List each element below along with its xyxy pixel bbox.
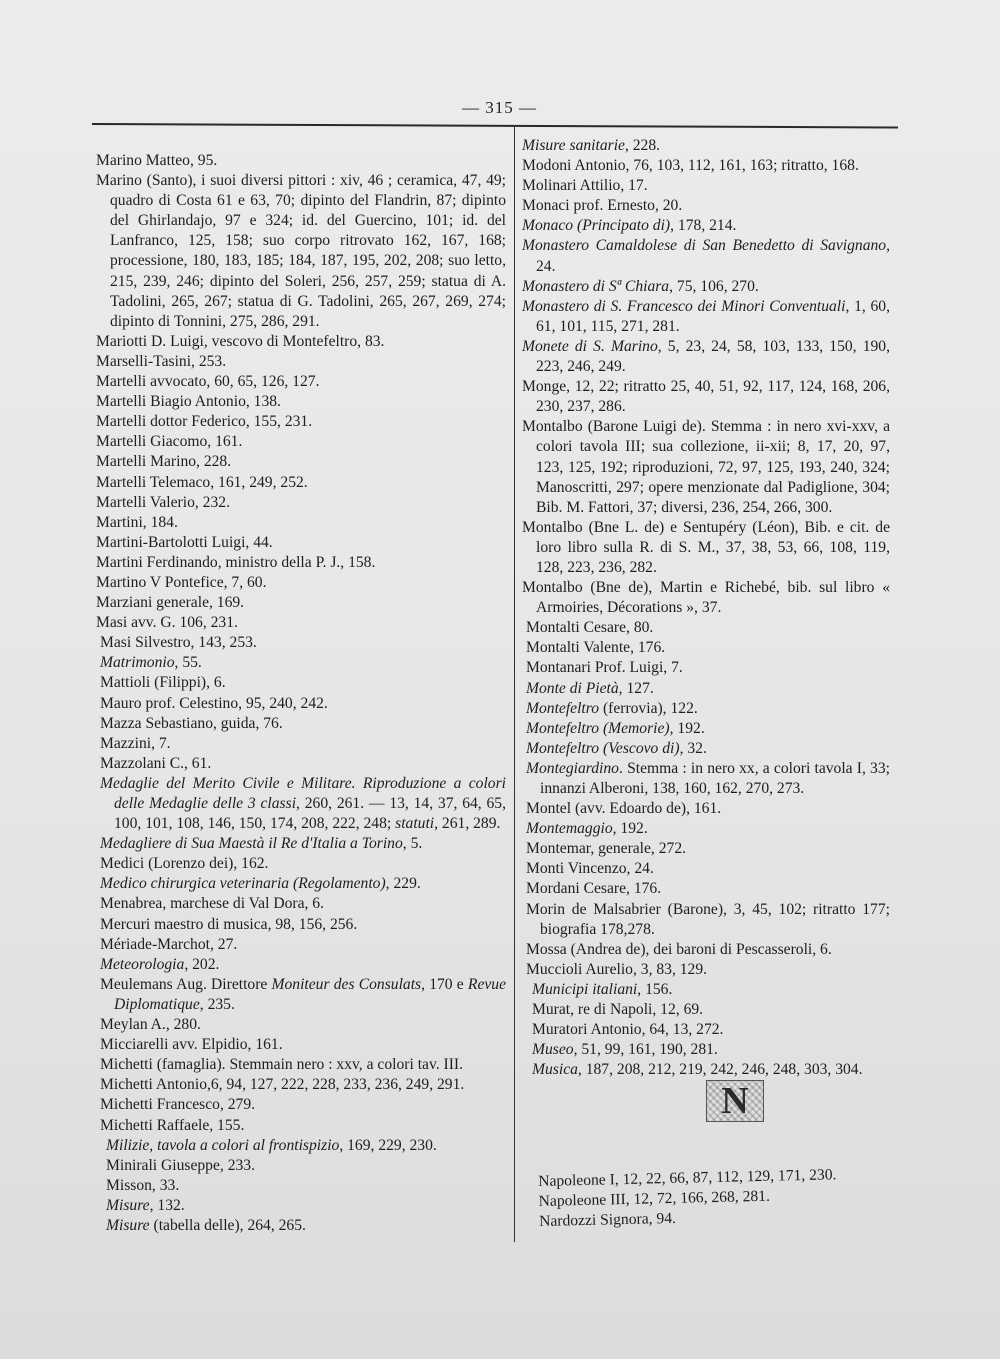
entry-text: , 5. [402,835,423,853]
entry-text: . Stemma : in nero xx, a colori tavola I, 33; innanzi Alberoni, 138, 160, 162, 270, 273. [540,759,890,797]
index-entry [96,593,506,613]
entry-text: Mattioli (Filippi), 6. [100,674,226,692]
index-entry [522,236,890,276]
entry-text: Mossa (Andrea de), dei baroni di Pescasseroli, 6. [526,940,832,958]
entry-text: , 178, 214. [670,217,737,235]
entry-text: Monti Vincenzo, 24. [526,860,654,878]
entry-text: Michetti (famaglia). Stemmain nero : xxv, a colori tav. III. [100,1056,464,1074]
index-entry [100,894,506,914]
index-entry [522,277,890,297]
entry-text: , 235. [199,995,235,1013]
index-entry [100,694,506,714]
entry-title-italic: Monastero Camaldolese di San Benedetto di Savignano [522,237,887,255]
entry-text: Martini-Bartolotti Luigi, 44. [96,533,273,551]
entry-text: Marselli-Tasini, 253. [96,352,227,370]
entry-text: Marino (Santo), i suoi diversi pittori : xiv, 46 ; ceramica, 47, 49; quadro di Costa 61 e 63, 70; dipinto del Flandrin, 87; dipinto del Ghirlandajo, 97 e 324; id. del Guercino, 101; id. del Lanfranco, 125, 158; suo corpo ritrovato 162, 167, 168; processione, 180, 183, 185; 184, 187, 195, 202, 208; suo letto, 215, 239, 246; dipinto del Soleri, 256, 257, 259; statua di A. Tadolini, 265, 267; statua di G. Tadolini, 265, 267, 269, 274; dipinto di Tonnini, 275, 286, 291. [96,172,506,330]
entry-text: Mariotti D. Luigi, vescovo di Montefeltro, 83. [96,332,385,350]
index-entry [100,774,506,834]
entry-text: Michetti Raffaele, 155. [100,1116,245,1134]
entry-text: Michetti Antonio,6, 94, 127, 222, 228, 233, 236, 249, 291. [100,1076,465,1094]
index-entry [532,1020,890,1040]
entry-text: Nardozzi Signora, 94. [538,1210,677,1231]
entry-text: Montalbo (Bne de), Martin e Richebé, bib. sul libro « Armoiries, Décorations », 37. [522,579,890,617]
entry-title-italic: Montefeltro (Vescovo di) [526,739,680,757]
entry-title-italic: Municipi italiani [532,980,638,998]
entry-text: Napoleone III, 12, 72, 166, 268, 281. [538,1187,771,1211]
entry-title-italic: Montefeltro (Memorie) [526,719,670,737]
index-entry [96,553,506,573]
entry-text: Molinari Attilio, 17. [522,177,648,195]
index-entry [100,1095,506,1115]
entry-text: Masi Silvestro, 143, 253. [100,634,257,652]
entry-text: , 32. [679,739,707,757]
entry-title-italic: Monastero di Sª Chiara [522,277,670,295]
index-entry [100,955,506,975]
index-entry [522,216,890,236]
index-entry [100,734,506,754]
entry-text: , 229. [385,875,421,893]
entry-text: Meulemans Aug. Direttore [100,975,272,993]
entry-text: Murat, re di Napoli, 12, 69. [532,1001,704,1019]
entry-title-italic: Medagliere di Sua Maestà il Re d'Italia a Torino [100,835,403,853]
index-entry [100,1075,506,1095]
index-entry [522,518,890,578]
entry-title-italic: Monastero di S. Francesco dei Minori Conventuali [522,297,846,315]
index-entry [526,658,890,678]
entry-text: Monge, 12, 22; ritratto 25, 40, 51, 92, 117, 124, 168, 206, 230, 237, 286. [522,378,890,416]
index-entry [522,337,890,377]
entry-title-italic: Misure [106,1196,150,1214]
index-entry [96,452,506,472]
index-entry [100,935,506,955]
index-entry [106,1156,506,1176]
entry-text: Mercuri maestro di musica, 98, 156, 256. [100,915,358,933]
index-entry [96,352,506,372]
index-entry [526,839,890,859]
entry-text: , 55. [174,654,202,672]
entry-text: Mazzini, 7. [100,734,171,752]
entry-text: Montalbo (Bne L. de) e Sentupéry (Léon), Bib. e cit. de loro libro sulla R. di S. M., 37, 38, 53, 66, 108, 119, 128, 223, 236, 282. [522,518,890,576]
index-entry [96,533,506,553]
entry-title-italic: Moniteur des Consulats [271,975,422,993]
index-entry [96,473,506,493]
entry-text: Monaci prof. Ernesto, 20. [522,197,683,215]
index-entry [100,714,506,734]
index-entry [106,1136,506,1156]
entry-text: Napoleone I, 12, 22, 66, 87, 112, 129, 171, 230. [538,1166,837,1190]
page-number: — 315 — [462,98,537,117]
index-entry [522,136,890,156]
entry-text: Martelli Marino, 228. [96,453,232,471]
index-entry [522,176,890,196]
entry-text: Meylan A., 280. [100,1016,201,1034]
entry-title-italic: Medaglie del Merito Civile e Militare. Riproduzione a colori delle Medaglie delle 3 classi [100,774,506,812]
column-divider [514,126,515,1242]
index-entry [526,940,890,960]
entry-text: , 127. [618,679,654,697]
index-entry [526,900,890,940]
index-entry [96,392,506,412]
entry-text: Martelli Telemaco, 161, 249, 252. [96,473,308,491]
entry-text: , 202. [184,955,220,973]
entry-text: Morin de Malsabrier (Barone), 3, 45, 102; ritratto 177; biografia 178,278. [526,900,890,938]
index-entry [526,679,890,699]
entry-text: (ferrovia), 122. [599,699,698,717]
index-entry [526,799,890,819]
entry-text: , 24. [536,237,890,275]
entry-text: Martelli Biagio Antonio, 138. [96,393,281,411]
entry-text: , 192. [669,719,705,737]
entry-text: Menabrea, marchese di Val Dora, 6. [100,895,324,913]
entry-text: , 75, 106, 270. [669,277,759,295]
index-entry [522,297,890,337]
entry-text: Martino V Pontefice, 7, 60. [96,573,267,591]
entry-title-italic: statuti [395,815,435,833]
entry-text: , 1, 60, 61, 101, 115, 271, 281. [536,297,890,335]
entry-text: Martelli Valerio, 232. [96,493,230,511]
entry-text: Mauro prof. Celestino, 95, 240, 242. [100,694,328,712]
index-entry [526,859,890,879]
entry-text: , 5, 23, 24, 58, 103, 133, 150, 190, 223, 246, 249. [536,337,890,376]
entry-text: , 228. [624,137,661,154]
index-entry [100,1116,506,1136]
index-entry [100,754,506,774]
index-entry [96,332,506,352]
entry-text: Montel (avv. Edoardo de), 161. [526,800,722,818]
index-entry [96,151,506,171]
index-column-right [522,136,890,1080]
index-entry [526,759,890,799]
entry-text: , 51, 99, 161, 190, 281. [573,1041,718,1059]
entry-text: Martelli avvocato, 60, 65, 126, 127. [96,373,320,391]
index-entry [96,493,506,513]
entry-text: , 261, 289. [434,815,501,833]
index-entry [532,1040,890,1060]
index-entry [526,638,890,658]
entry-title-italic: Misure sanitarie [522,137,625,154]
entry-title-italic: Musica [532,1061,578,1079]
entry-text: Martelli Giacomo, 161. [96,433,243,451]
index-entry [526,960,890,980]
entry-text: Mériade-Marchot, 27. [100,935,238,953]
index-entry [526,819,890,839]
entry-text: , 156. [637,980,673,998]
index-entry [532,1000,890,1020]
entry-text: , 260, 261. — 13, 14, 37, 64, 65, 100, 101, 108, 146, 150, 174, 208, 222, 248; [114,795,506,833]
entry-text: Marziani generale, 169. [96,594,245,612]
entry-text: Montalti Cesare, 80. [526,619,654,637]
entry-title-italic: Milizie, tavola a colori al frontispizio [106,1136,340,1154]
entry-text: Montanari Prof. Luigi, 7. [526,659,683,677]
index-entry [526,879,890,899]
entry-title-italic: Montegiardino [526,759,619,777]
entry-text: Medici (Lorenzo dei), 162. [100,855,269,873]
index-entry [96,513,506,533]
entry-text: Montemar, generale, 272. [526,840,687,858]
entry-title-italic: Matrimonio [100,654,175,672]
index-entry [526,618,890,638]
entry-text: Misson, 33. [106,1176,180,1194]
entry-text: (tabella delle), 264, 265. [149,1216,306,1234]
entry-text: Modoni Antonio, 76, 103, 112, 161, 163; ritratto, 168. [522,157,859,175]
entry-text: , 192. [612,820,648,838]
index-entry [100,1055,506,1075]
entry-text: Mordani Cesare, 176. [526,880,662,898]
index-entry [106,1196,506,1216]
index-entry [106,1176,506,1196]
index-entry [106,1216,506,1236]
entry-text: Masi avv. G. 106, 231. [96,614,238,632]
entry-title-italic: Meteorologia [100,955,185,973]
index-entry [100,653,506,673]
index-entry [96,573,506,593]
entry-text: , 170 e [421,975,468,993]
index-entry [100,1015,506,1035]
index-entry [96,372,506,392]
index-entry [526,739,890,759]
index-entry [96,613,506,633]
index-entry [522,578,890,618]
entry-text: , 169, 229, 230. [339,1136,437,1154]
index-entry [100,915,506,935]
entry-title-italic: Misure [106,1216,150,1234]
index-entry [100,975,506,1015]
entry-title-italic: Monaco (Principato di) [522,217,671,235]
index-entry [100,633,506,653]
entry-text: Michetti Francesco, 279. [100,1096,256,1114]
entry-text: Martelli dottor Federico, 155, 231. [96,413,313,431]
section-initial-ornament: N [706,1080,764,1122]
entry-title-italic: Montefeltro [526,699,600,717]
index-entry [96,412,506,432]
index-section-n [538,1164,889,1232]
index-entry [526,699,890,719]
entry-title-italic: Montemaggio [526,820,613,838]
entry-title-italic: Monete di S. Marino [522,337,658,355]
index-entry [100,874,506,894]
index-entry [100,834,506,854]
entry-text: Marino Matteo, 95. [96,152,218,169]
entry-text: Mazzolani C., 61. [100,754,212,772]
index-entry [532,980,890,1000]
entry-text: Muratori Antonio, 64, 13, 272. [532,1021,724,1039]
entry-text: Muccioli Aurelio, 3, 83, 129. [526,960,708,978]
index-entry [522,377,890,417]
index-entry [96,432,506,452]
index-entry [522,156,890,176]
entry-title-italic: Revue Diplomatique [114,975,507,1013]
entry-text: Minirali Giuseppe, 233. [106,1156,255,1174]
entry-text: , 132. [149,1196,185,1214]
index-entry [532,1060,890,1080]
index-entry [100,854,506,874]
entry-text: Montalbo (Barone Luigi de). Stemma : in nero xvi-xxv, a colori tavola III; sua collezione, ii-xii; 8, 17, 20, 97, 123, 125, 192; riproduzioni, 72, 97, 125, 193, 240, 324; Manoscritti, 297; opere menzionate dal Padiglione, 304; Bib. M. Fattori, 37; diversi, 236, 254, 266, 300. [522,418,890,516]
index-entry [522,196,890,216]
entry-text: Martini Ferdinando, ministro della P. J., 158. [96,553,376,571]
entry-title-italic: Museo [532,1041,574,1059]
index-entry [100,1035,506,1055]
entry-text: , 187, 208, 212, 219, 242, 246, 248, 303, 304. [577,1061,863,1079]
entry-text: Micciarelli avv. Elpidio, 161. [100,1036,283,1054]
index-column-left [96,151,506,1236]
entry-text: Martini, 184. [96,513,178,531]
entry-title-italic: Medico chirurgica veterinaria (Regolamento) [100,875,386,893]
index-entry [522,417,890,517]
entry-text: Mazza Sebastiano, guida, 76. [100,714,283,732]
index-entry [100,673,506,693]
index-entry [526,719,890,739]
index-entry [96,171,506,332]
header-rule [92,123,898,129]
entry-text: Montalti Valente, 176. [526,639,666,657]
entry-title-italic: Monte di Pietà [526,679,619,697]
